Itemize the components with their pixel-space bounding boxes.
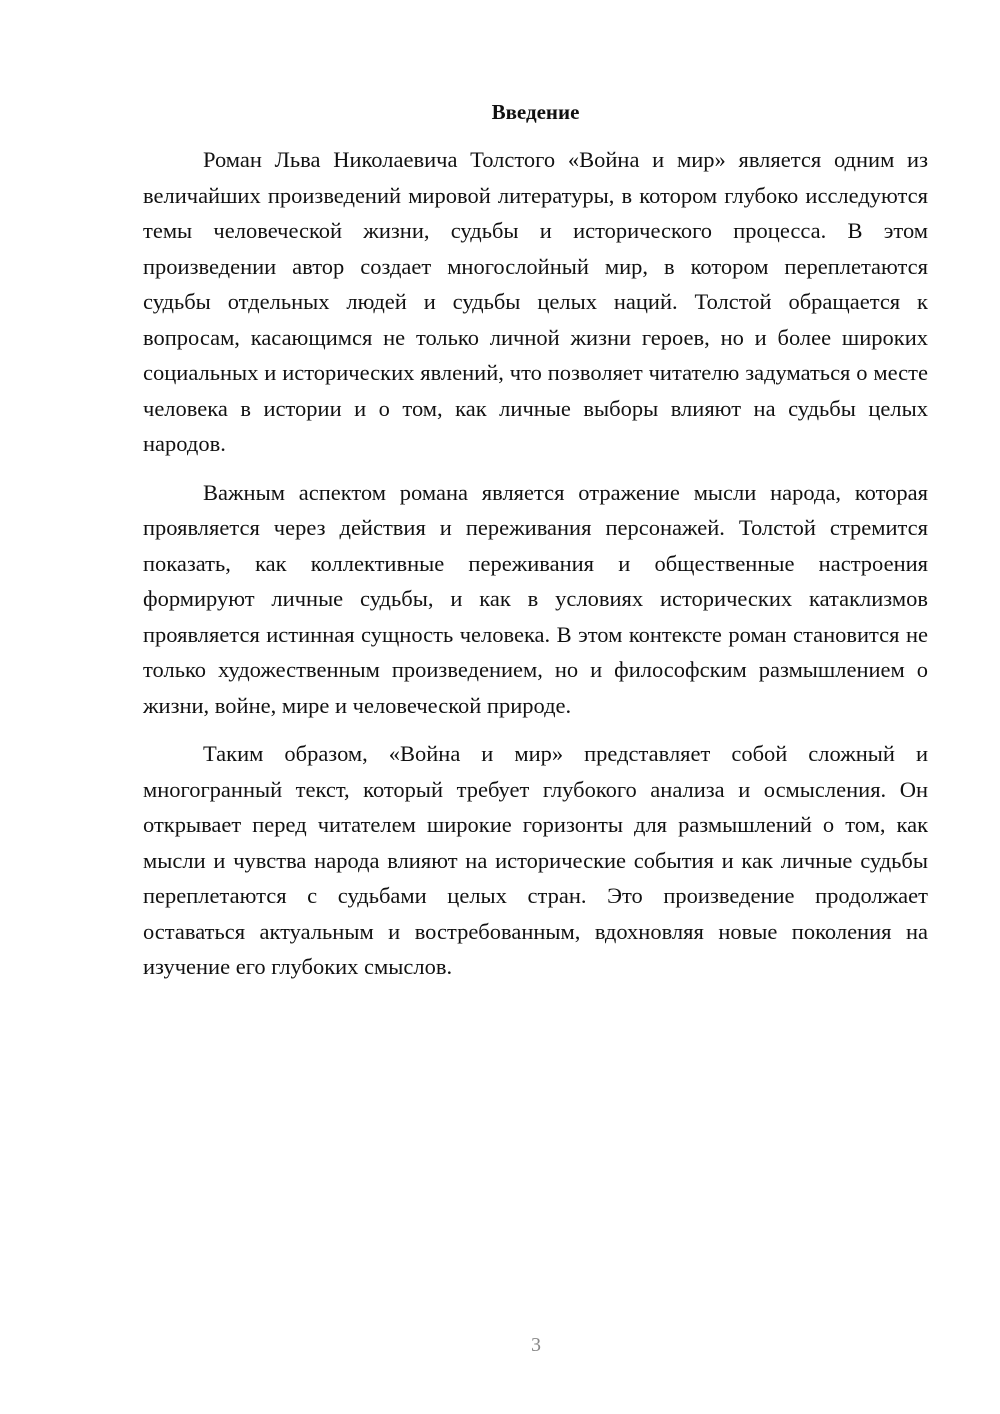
section-heading: Введение [491, 100, 580, 124]
page-number: 3 [531, 1334, 541, 1356]
paragraph: Важным аспектом романа является отражение мысли народа, которая проявляется через действия и переживания персонажей. Толстой стремится показать, как коллективные переживания и общественные настроения формируют личные судьбы, и как в условиях исторических катаклизмов проявляется истинная сущность человека. В этом контексте роман становится не только художественным произведением, но и философским размышлением о жизни, войне, мире и человеческой природе. [143, 479, 928, 718]
paragraph: Таким образом, «Война и мир» представляет собой сложный и многогранный текст, который требует глубокого анализа и осмысления. Он открывает перед читателем широкие горизонты для размышлений о том, как мысли и чувства народа влияют на исторические события и как личные судьбы переплетаются с судьбами целых стран. Это произведение продолжает оставаться актуальным и востребованным, вдохновляя новые поколения на изучение его глубоких смыслов. [143, 741, 928, 979]
body-text [143, 142, 928, 998]
paragraph: Роман Льва Николаевича Толстого «Война и мир» является одним из величайших произведений мировой литературы, в котором глубоко исследуются темы человеческой жизни, судьбы и исторического процесса. В этом произведении автор создает многослойный мир, в котором переплетаются судьбы отдельных людей и судьбы целых наций. Толстой обращается к вопросам, касающимся не только личной жизни героев, но и более широких социальных и исторических явлений, что позволяет читателю задуматься о месте человека в истории и о том, как личные выборы влияют на судьбы целых народов. [143, 147, 928, 456]
